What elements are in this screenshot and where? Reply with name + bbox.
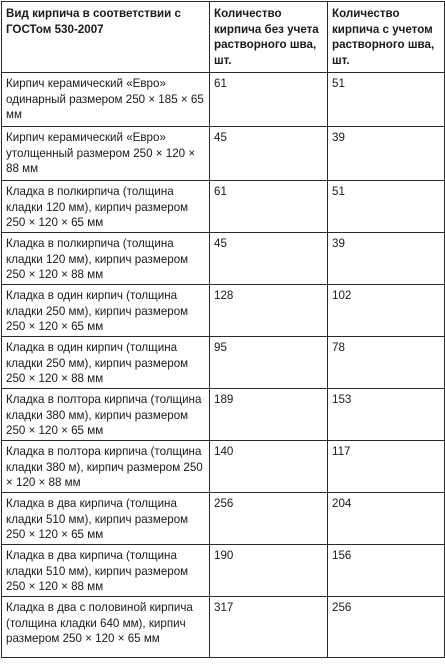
table-row [2,389,445,441]
cell-count-without-joint: 190 [210,545,328,597]
cell-brick-type: Кладка в два с половиной кирпича (толщина кладки 640 мм), кирпич размером 250 × 120 × 65 мм [2,597,210,658]
header-brick-type: Вид кирпича в соответствии с ГОСТом 530-2007 [2,2,210,73]
cell-count-without-joint: 95 [210,337,328,389]
cell-brick-type: Кладка в полкирпича (толщина кладки 120 мм), кирпич размером 250 × 120 × 88 мм [2,233,210,285]
cell-count-with-joint: 156 [328,545,445,597]
cell-count-without-joint: 61 [210,73,328,127]
cell-count-without-joint: 128 [210,285,328,337]
cell-count-with-joint: 39 [328,233,445,285]
table-row [2,545,445,597]
cell-count-with-joint: 51 [328,73,445,127]
cell-count-with-joint: 256 [328,597,445,658]
table-row [2,73,445,127]
cell-brick-type: Кирпич керамический «Евро» утолщенный размером 250 × 120 × 88 мм [2,127,210,181]
header-count-with-joint: Количество кирпича с учетом растворного шва, шт. [328,2,445,73]
table-row [2,337,445,389]
table-row [2,441,445,493]
table-row [2,181,445,233]
cell-brick-type: Кирпич керамический «Евро» одинарный размером 250 × 185 × 65 мм [2,73,210,127]
cell-count-with-joint: 153 [328,389,445,441]
cell-count-with-joint: 204 [328,493,445,545]
header-count-without-joint: Количество кирпича без учета растворного шва, шт. [210,2,328,73]
cell-brick-type: Кладка в один кирпич (толщина кладки 250 мм), кирпич размером 250 × 120 × 65 мм [2,285,210,337]
cell-count-with-joint: 78 [328,337,445,389]
cell-count-with-joint: 117 [328,441,445,493]
table-row [2,597,445,658]
cell-count-without-joint: 256 [210,493,328,545]
cell-brick-type: Кладка в полкирпича (толщина кладки 120 мм), кирпич размером 250 × 120 × 65 мм [2,181,210,233]
table-row [2,285,445,337]
cell-count-with-joint: 39 [328,127,445,181]
table-row [2,233,445,285]
cell-count-without-joint: 45 [210,127,328,181]
cell-brick-type: Кладка в полтора кирпича (толщина кладки 380 м), кирпич размером 250 × 120 × 88 мм [2,441,210,493]
cell-count-without-joint: 189 [210,389,328,441]
table-header-row [2,2,445,73]
brick-quantity-table [1,1,445,658]
cell-count-without-joint: 61 [210,181,328,233]
cell-brick-type: Кладка в полтора кирпича (толщина кладки 380 мм), кирпич размером 250 × 120 × 65 мм [2,389,210,441]
table-row [2,127,445,181]
cell-count-without-joint: 45 [210,233,328,285]
table-row [2,493,445,545]
cell-count-with-joint: 102 [328,285,445,337]
cell-count-with-joint: 51 [328,181,445,233]
cell-count-without-joint: 140 [210,441,328,493]
cell-brick-type: Кладка в два кирпича (толщина кладки 510 мм), кирпич размером 250 × 120 × 88 мм [2,545,210,597]
cell-brick-type: Кладка в два кирпича (толщина кладки 510 мм), кирпич размером 250 × 120 × 65 мм [2,493,210,545]
cell-count-without-joint: 317 [210,597,328,658]
cell-brick-type: Кладка в один кирпич (толщина кладки 250 мм), кирпич размером 250 × 120 × 88 мм [2,337,210,389]
